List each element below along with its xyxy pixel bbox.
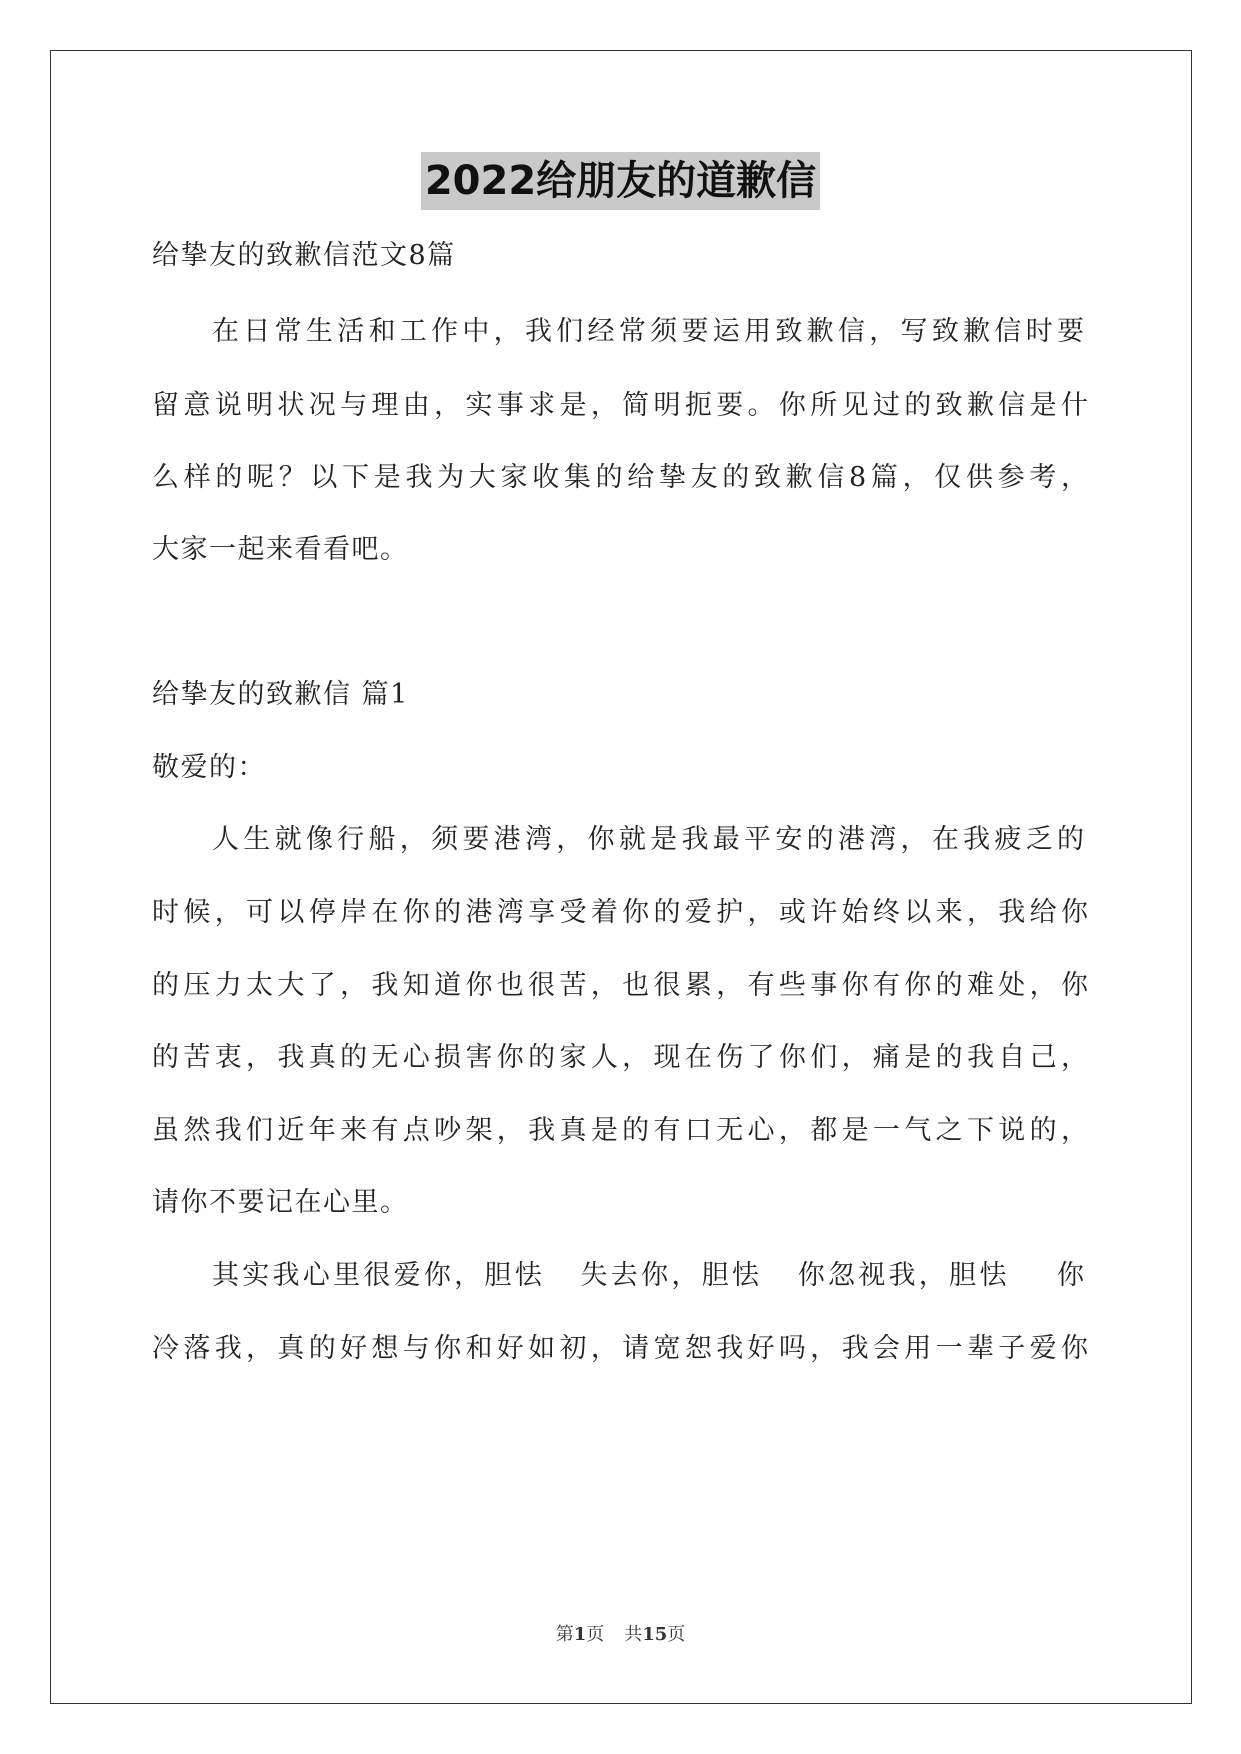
intro-line-2[interactable]: 留意说明状况与理由，实事求是，简明扼要。你所见过的致歉信是什: [152, 390, 1088, 421]
footer-page-suffix: 页: [586, 1624, 605, 1645]
footer-total-suffix: 页: [667, 1624, 686, 1645]
para1-line-5[interactable]: 虽然我们近年来有点吵架，我真是的有口无心，都是一气之下说的，: [152, 1115, 1088, 1146]
para1-line-1[interactable]: 人生就像行船，须要港湾，你就是我最平安的港湾，在我疲乏的: [212, 824, 1084, 855]
para1-line-4[interactable]: 的苦衷，我真的无心损害你的家人，现在伤了你们，痛是的我自己，: [152, 1042, 1088, 1073]
para1-line-6[interactable]: 请你不要记在心里。: [152, 1187, 409, 1218]
salutation[interactable]: 敬爱的：: [152, 752, 266, 783]
para2-line-1[interactable]: 其实我心里很爱你，胆怯 失去你，胆怯 你忽视我，胆怯 你: [212, 1260, 1084, 1291]
intro-line-1[interactable]: 在日常生活和工作中，我们经常须要运用致歉信，写致歉信时要: [212, 316, 1084, 347]
footer-page-prefix: 第: [555, 1624, 574, 1645]
footer-total-pages: 15: [642, 1624, 668, 1645]
intro-line-3[interactable]: 么样的呢？以下是我为大家收集的给挚友的致歉信8篇，仅供参考，: [152, 462, 1088, 493]
footer-total-prefix: 共: [624, 1624, 643, 1645]
title-container: [0, 152, 1241, 210]
para2-line-2[interactable]: 冷落我，真的好想与你和好如初，请宽恕我好吗，我会用一辈子爱你: [152, 1333, 1088, 1364]
page-border: [50, 50, 1192, 1704]
page-footer: [0, 1622, 1241, 1648]
intro-line-4[interactable]: 大家一起来看看吧。: [152, 534, 409, 565]
para1-line-2[interactable]: 时候，可以停岸在你的港湾享受着你的爱护，或许始终以来，我给你: [152, 897, 1088, 928]
footer-page-number: 1: [573, 1624, 587, 1645]
document-title[interactable]: 2022给朋友的道歉信: [421, 152, 820, 210]
para1-line-3[interactable]: 的压力太大了，我知道你也很苦，也很累，有些事你有你的难处，你: [152, 970, 1088, 1001]
subtitle[interactable]: 给挚友的致歉信范文8篇: [152, 240, 456, 271]
section-heading[interactable]: 给挚友的致歉信 篇1: [152, 679, 409, 710]
